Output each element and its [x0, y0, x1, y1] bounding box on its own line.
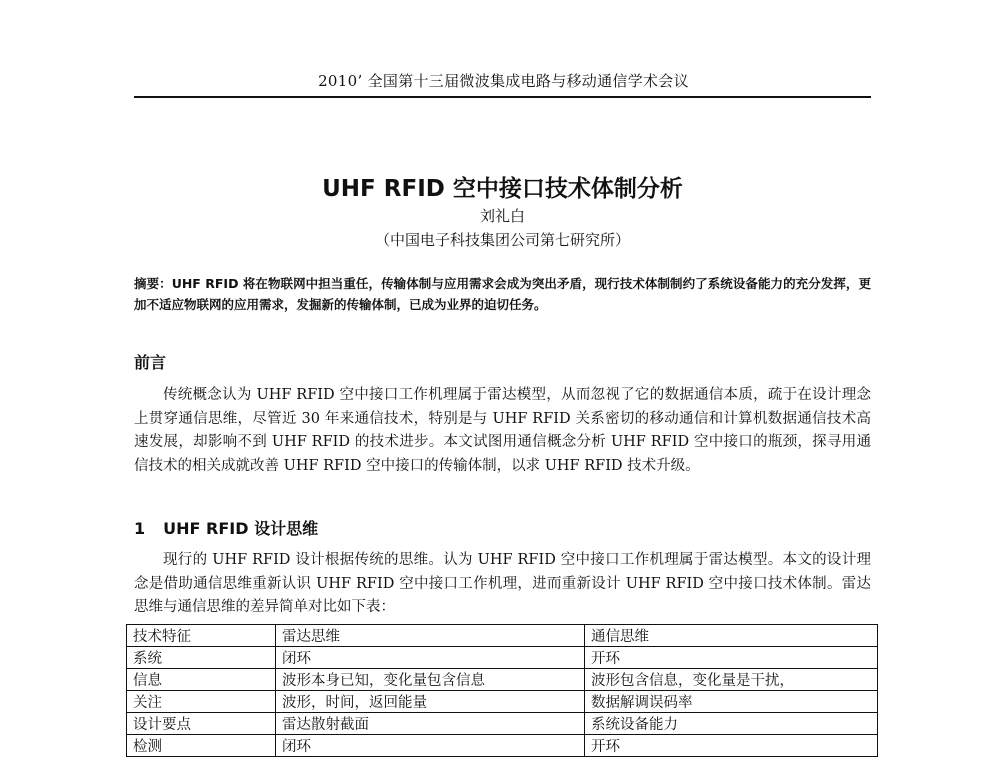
table-cell: 波形包含信息，变化量是干扰， [585, 669, 878, 691]
header-rule [134, 96, 871, 98]
table-header-cell: 通信思维 [585, 625, 878, 647]
table-cell: 开环 [585, 647, 878, 669]
section-1-paragraph: 现行的 UHF RFID 设计根据传统的思维。认为 UHF RFID 空中接口工作机理属于雷达模型。本文的设计理念是借助通信思维重新认识 UHF RFID 空中接口工作机理，进而重新设计 UHF RFID 空中接口技术体制。雷达思维与通信思维的差异简单对比如下表： [134, 552, 871, 615]
table-cell: 检测 [127, 735, 276, 757]
abstract: 摘要：UHF RFID 将在物联网中担当重任，传输体制与应用需求会成为突出矛盾，现行技术体制制约了系统设备能力的充分发挥，更加不适应物联网的应用需求，发掘新的传输体制，已成为业界的迫切任务。 [134, 276, 871, 312]
table-row [127, 647, 878, 669]
table-cell: 系统 [127, 647, 276, 669]
author-name: 刘礼白 [479, 207, 525, 225]
table-row [127, 669, 878, 691]
table-cell: 数据解调误码率 [585, 691, 878, 713]
table-cell: 信息 [127, 669, 276, 691]
table-row [127, 735, 878, 757]
table-header-cell: 技术特征 [127, 625, 276, 647]
table-cell: 波形，时间，返回能量 [276, 691, 585, 713]
running-header: 2010’ 全国第十三届微波集成电路与移动通信学术会议 [318, 72, 689, 90]
section-title: UHF RFID 设计思维 [163, 519, 319, 538]
table-row [127, 713, 878, 735]
comparison-table [126, 624, 878, 757]
table-cell: 设计要点 [127, 713, 276, 735]
table-cell: 闭环 [276, 647, 585, 669]
table-row [127, 691, 878, 713]
table-cell: 雷达散射截面 [276, 713, 585, 735]
table-cell: 闭环 [276, 735, 585, 757]
author-affiliation: （中国电子科技集团公司第七研究所） [374, 231, 630, 249]
paper-title: UHF RFID 空中接口技术体制分析 [322, 176, 683, 202]
section-heading-1 [134, 516, 318, 539]
table-header-cell: 雷达思维 [276, 625, 585, 647]
table-cell: 开环 [585, 735, 878, 757]
section-heading-preface: 前言 [134, 353, 167, 372]
table-header-row [127, 625, 878, 647]
table-cell: 波形本身已知，变化量包含信息 [276, 669, 585, 691]
section-number: 1 [134, 519, 146, 538]
preface-paragraph: 传统概念认为 UHF RFID 空中接口工作机理属于雷达模型，从而忽视了它的数据通信本质，疏于在设计理念上贯穿通信思维，尽管近 30 年来通信技术，特别是与 UHF RFID 关系密切的移动通信和计算机数据通信技术高速发展，却影响不到 UHF RFID 的技术进步。本文试图用通信概念分析 UHF RFID 空中接口的瓶颈，探寻用通信技术的相关成就改善 UHF RFID 空中接口的传输体制，以求 UHF RFID 技术升级。 [134, 387, 871, 474]
table-cell: 关注 [127, 691, 276, 713]
table-cell: 系统设备能力 [585, 713, 878, 735]
